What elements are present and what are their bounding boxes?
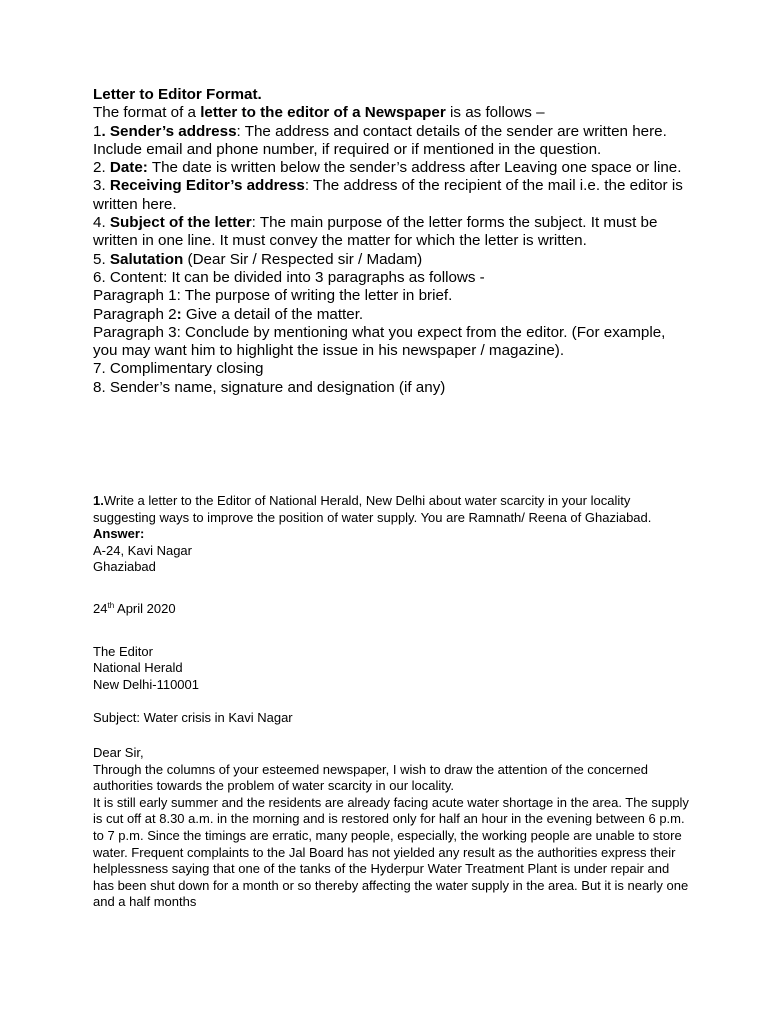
format-paragraph-2: Paragraph 2: Give a detail of the matter. xyxy=(93,305,364,323)
question-text: 1.Write a letter to the Editor of National Herald, New Delhi about water scarcity in your locality suggesting ways to improve the position of water supply. You are Ramnath/ Reena of Ghaziabad. xyxy=(93,493,652,525)
letter-body-paragraph-2: It is still early summer and the residents are already facing acute water shortage in the area. The supply is cut off at 8.30 a.m. in the morning and is restored only for half an hour in the evening between 6 p.m. to 7 p.m. Since the timings are erratic, many people, especially, the working people are unable to store water. Frequent complaints to the Jal Board has not yielded any result as the authorities express their helplessness saying that one of the tanks of the Hyderpur Water Treatment Plant is under repair and has been shut down for a month or so thereby affecting the water supply in the area. But it is nearly one and a half months xyxy=(93,794,689,910)
format-point-1: 1. Sender’s address: The address and contact details of the sender are written here. Include email and phone number, if required or if mentioned in the question. xyxy=(93,122,667,158)
sender-address-line-1: A-24, Kavi Nagar xyxy=(93,542,192,558)
format-title: Letter to Editor Format. xyxy=(93,86,262,103)
letter-date: 24th April 2020 xyxy=(93,600,176,616)
letter-salutation: Dear Sir, xyxy=(93,744,144,760)
format-point-3: 3. Receiving Editor’s address: The address of the recipient of the mail i.e. the editor is written here. xyxy=(93,177,683,213)
format-point-6: 6. Content: It can be divided into 3 paragraphs as follows - xyxy=(93,268,485,286)
sender-address-line-2: Ghaziabad xyxy=(93,559,156,575)
receiver-address-line-1: The Editor xyxy=(93,643,153,659)
question-section xyxy=(93,493,693,911)
format-point-2: 2. Date: The date is written below the sender’s address after Leaving one space or line. xyxy=(93,159,682,177)
receiver-address-line-2: National Herald xyxy=(93,660,183,676)
letter-body-paragraph-1: Through the columns of your esteemed newspaper, I wish to draw the attention of the concerned authorities towards the problem of water scarcity in our locality. xyxy=(93,761,648,794)
format-intro: The format of a letter to the editor of a Newspaper is as follows – xyxy=(93,104,545,122)
format-paragraph-3: Paragraph 3: Conclude by mentioning what you expect from the editor. (For example, you may want him to highlight the issue in his newspaper / magazine). xyxy=(93,323,666,360)
format-point-4: 4. Subject of the letter: The main purpose of the letter forms the subject. It must be written in one line. It must convey the matter for which the letter is written. xyxy=(93,214,658,250)
format-point-5: 5. Salutation (Dear Sir / Respected sir / Madam) xyxy=(93,250,423,268)
format-section xyxy=(93,86,693,397)
format-point-8: 8. Sender’s name, signature and designation (if any) xyxy=(93,378,446,396)
format-paragraph-1: Paragraph 1: The purpose of writing the letter in brief. xyxy=(93,287,453,305)
answer-label: Answer: xyxy=(93,526,145,542)
format-point-7: 7. Complimentary closing xyxy=(93,360,264,378)
letter-subject: Subject: Water crisis in Kavi Nagar xyxy=(93,710,293,726)
receiver-address-line-3: New Delhi-110001 xyxy=(93,676,199,692)
